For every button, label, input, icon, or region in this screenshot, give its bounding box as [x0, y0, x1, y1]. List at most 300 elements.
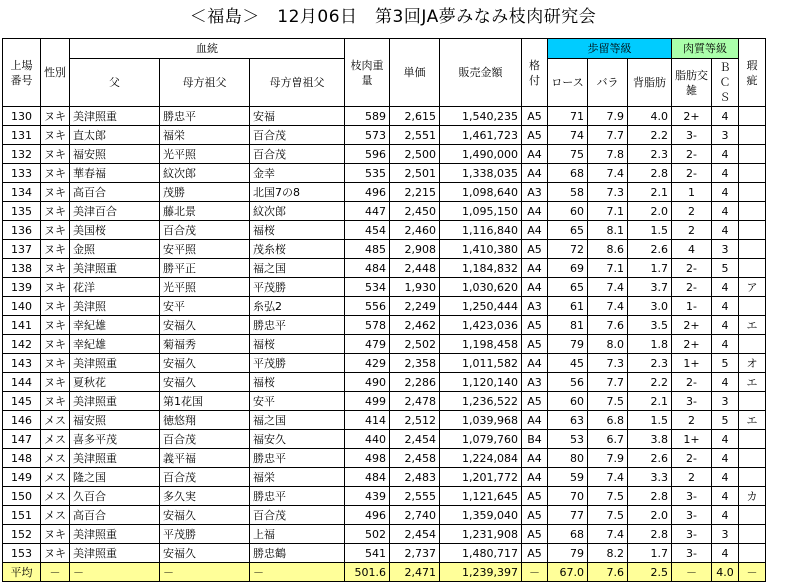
bcs-cell: 4: [712, 278, 739, 297]
mgf-cell: 安福久: [160, 544, 250, 563]
mggf-cell: 茂糸桜: [250, 240, 345, 259]
father-cell: 隆之国: [70, 468, 160, 487]
mggf-cell: 百合茂: [250, 145, 345, 164]
bms-cell: 2: [672, 411, 712, 430]
avg-sales: 1,239,397: [440, 563, 522, 582]
bara-cell: 7.8: [588, 145, 628, 164]
loin-cell: 59: [548, 468, 588, 487]
sex-cell: ヌキ: [41, 202, 70, 221]
sales-cell: 1,198,458: [440, 335, 522, 354]
header-bara: バラ: [588, 59, 628, 107]
grade-cell: A5: [522, 392, 548, 411]
defect-cell: [739, 221, 766, 240]
sex-cell: ヌキ: [41, 525, 70, 544]
header-weight: 枝肉重量: [345, 39, 390, 107]
father-cell: 華春福: [70, 164, 160, 183]
bara-cell: 6.8: [588, 411, 628, 430]
bcs-cell: 4: [712, 449, 739, 468]
table-row: [3, 392, 766, 411]
grade-cell: A4: [522, 411, 548, 430]
avg-bara: 7.6: [588, 563, 628, 582]
sales-cell: 1,116,840: [440, 221, 522, 240]
backfat-cell: 1.7: [628, 544, 672, 563]
grade-cell: A4: [522, 145, 548, 164]
mgf-cell: 安平: [160, 297, 250, 316]
father-cell: 美津照重: [70, 259, 160, 278]
defect-cell: ア: [739, 278, 766, 297]
avg-grade: －: [522, 563, 548, 582]
grade-cell: A4: [522, 259, 548, 278]
unit-price-cell: 2,908: [390, 240, 440, 259]
unit-price-cell: 2,501: [390, 164, 440, 183]
sex-cell: ヌキ: [41, 164, 70, 183]
grade-cell: A5: [522, 240, 548, 259]
bcs-cell: 3: [712, 392, 739, 411]
sales-cell: 1,540,235: [440, 107, 522, 126]
sex-cell: メス: [41, 468, 70, 487]
father-cell: 幸紀雄: [70, 316, 160, 335]
defect-cell: [739, 126, 766, 145]
defect-cell: [739, 145, 766, 164]
backfat-cell: 2.2: [628, 126, 672, 145]
mgf-cell: 百合茂: [160, 221, 250, 240]
weight-cell: 440: [345, 430, 390, 449]
sales-cell: 1,423,036: [440, 316, 522, 335]
mggf-cell: 福栄: [250, 468, 345, 487]
bcs-cell: 4: [712, 335, 739, 354]
mggf-cell: 平茂勝: [250, 278, 345, 297]
father-cell: 美津照重: [70, 107, 160, 126]
sales-cell: 1,359,040: [440, 506, 522, 525]
lot-cell: 146: [3, 411, 41, 430]
unit-price-cell: 2,454: [390, 525, 440, 544]
avg-weight: 501.6: [345, 563, 390, 582]
sales-cell: 1,201,772: [440, 468, 522, 487]
mgf-cell: 安福久: [160, 506, 250, 525]
father-cell: 美津照: [70, 297, 160, 316]
mgf-cell: 福栄: [160, 126, 250, 145]
weight-cell: 578: [345, 316, 390, 335]
weight-cell: 589: [345, 107, 390, 126]
sales-cell: 1,120,140: [440, 373, 522, 392]
loin-cell: 68: [548, 525, 588, 544]
bms-cell: 2-: [672, 373, 712, 392]
lot-cell: 133: [3, 164, 41, 183]
mggf-cell: 勝忠鶴: [250, 544, 345, 563]
unit-price-cell: 2,286: [390, 373, 440, 392]
mggf-cell: 北国7の8: [250, 183, 345, 202]
lot-cell: 149: [3, 468, 41, 487]
lot-cell: 147: [3, 430, 41, 449]
mggf-cell: 安福: [250, 107, 345, 126]
bara-cell: 7.6: [588, 316, 628, 335]
unit-price-cell: 2,358: [390, 354, 440, 373]
mgf-cell: 百合茂: [160, 430, 250, 449]
father-cell: 美津照重: [70, 525, 160, 544]
bms-cell: 2: [672, 221, 712, 240]
bara-cell: 8.0: [588, 335, 628, 354]
defect-cell: [739, 240, 766, 259]
table-row: [3, 221, 766, 240]
defect-cell: [739, 506, 766, 525]
father-cell: 福安照: [70, 411, 160, 430]
sex-cell: ヌキ: [41, 240, 70, 259]
weight-cell: 485: [345, 240, 390, 259]
table-row: [3, 145, 766, 164]
lot-cell: 136: [3, 221, 41, 240]
avg-mgf: －: [160, 563, 250, 582]
bms-cell: 2+: [672, 335, 712, 354]
grade-cell: A3: [522, 297, 548, 316]
backfat-cell: 3.3: [628, 468, 672, 487]
mggf-cell: 勝忠平: [250, 316, 345, 335]
mgf-cell: 藤北景: [160, 202, 250, 221]
sales-cell: 1,338,035: [440, 164, 522, 183]
sales-cell: 1,030,620: [440, 278, 522, 297]
backfat-cell: 2.0: [628, 202, 672, 221]
grade-cell: A3: [522, 183, 548, 202]
defect-cell: [739, 544, 766, 563]
bara-cell: 8.1: [588, 221, 628, 240]
loin-cell: 70: [548, 487, 588, 506]
table-row: [3, 107, 766, 126]
weight-cell: 439: [345, 487, 390, 506]
header-bms: 脂肪交雑: [672, 59, 712, 107]
header-mggf: 母方曽祖父: [250, 59, 345, 107]
bcs-cell: 4: [712, 202, 739, 221]
avg-price: 2,471: [390, 563, 440, 582]
backfat-cell: 2.3: [628, 145, 672, 164]
bms-cell: 1: [672, 183, 712, 202]
father-cell: 喜多平茂: [70, 430, 160, 449]
sales-cell: 1,098,640: [440, 183, 522, 202]
bcs-cell: 3: [712, 525, 739, 544]
table-row: [3, 430, 766, 449]
lot-cell: 137: [3, 240, 41, 259]
sales-cell: 1,079,760: [440, 430, 522, 449]
bms-cell: 1+: [672, 354, 712, 373]
bara-cell: 7.4: [588, 468, 628, 487]
defect-cell: エ: [739, 373, 766, 392]
weight-cell: 573: [345, 126, 390, 145]
weight-cell: 484: [345, 468, 390, 487]
loin-cell: 77: [548, 506, 588, 525]
unit-price-cell: 2,458: [390, 449, 440, 468]
loin-cell: 60: [548, 392, 588, 411]
loin-cell: 60: [548, 202, 588, 221]
bara-cell: 7.5: [588, 392, 628, 411]
lot-cell: 152: [3, 525, 41, 544]
father-cell: 夏秋花: [70, 373, 160, 392]
loin-cell: 79: [548, 335, 588, 354]
loin-cell: 65: [548, 278, 588, 297]
backfat-cell: 1.5: [628, 221, 672, 240]
mgf-cell: 紋次郎: [160, 164, 250, 183]
defect-cell: オ: [739, 354, 766, 373]
table-row: [3, 202, 766, 221]
header-father: 父: [70, 59, 160, 107]
bara-cell: 8.6: [588, 240, 628, 259]
unit-price-cell: 2,448: [390, 259, 440, 278]
bms-cell: 2-: [672, 259, 712, 278]
sales-cell: 1,121,645: [440, 487, 522, 506]
backfat-cell: 2.8: [628, 487, 672, 506]
header-pedigree: 血統: [70, 39, 345, 59]
sex-cell: ヌキ: [41, 354, 70, 373]
sex-cell: ヌキ: [41, 221, 70, 240]
father-cell: 花洋: [70, 278, 160, 297]
weight-cell: 499: [345, 392, 390, 411]
header-loin: ロース: [548, 59, 588, 107]
bcs-cell: 4: [712, 544, 739, 563]
bcs-cell: 5: [712, 354, 739, 373]
sales-cell: 1,224,084: [440, 449, 522, 468]
bms-cell: 2-: [672, 278, 712, 297]
bara-cell: 7.4: [588, 164, 628, 183]
father-cell: 美津照重: [70, 392, 160, 411]
unit-price-cell: 2,450: [390, 202, 440, 221]
grade-cell: A5: [522, 506, 548, 525]
loin-cell: 79: [548, 544, 588, 563]
weight-cell: 496: [345, 183, 390, 202]
mggf-cell: 百合茂: [250, 506, 345, 525]
grade-cell: A5: [522, 316, 548, 335]
table-row: [3, 183, 766, 202]
loin-cell: 56: [548, 373, 588, 392]
sales-cell: 1,039,968: [440, 411, 522, 430]
lot-cell: 140: [3, 297, 41, 316]
backfat-cell: 2.0: [628, 506, 672, 525]
bms-cell: 3-: [672, 487, 712, 506]
table-row: [3, 411, 766, 430]
table-row: [3, 373, 766, 392]
backfat-cell: 1.8: [628, 335, 672, 354]
bara-cell: 7.5: [588, 506, 628, 525]
avg-bcs: 4.0: [712, 563, 739, 582]
weight-cell: 454: [345, 221, 390, 240]
bms-cell: 2: [672, 202, 712, 221]
grade-cell: A4: [522, 202, 548, 221]
lot-cell: 153: [3, 544, 41, 563]
bms-cell: 3-: [672, 392, 712, 411]
table-row: [3, 316, 766, 335]
backfat-cell: 2.6: [628, 449, 672, 468]
sex-cell: ヌキ: [41, 126, 70, 145]
header-mgf: 母方祖父: [160, 59, 250, 107]
mgf-cell: 多久実: [160, 487, 250, 506]
header-quality-group: 肉質等級: [672, 39, 739, 59]
loin-cell: 81: [548, 316, 588, 335]
lot-cell: 144: [3, 373, 41, 392]
backfat-cell: 3.5: [628, 316, 672, 335]
father-cell: 福安照: [70, 145, 160, 164]
loin-cell: 74: [548, 126, 588, 145]
mgf-cell: 勝忠平: [160, 107, 250, 126]
header-grade: 格付: [522, 39, 548, 107]
mggf-cell: 上福: [250, 525, 345, 544]
table-row: [3, 544, 766, 563]
lot-cell: 148: [3, 449, 41, 468]
backfat-cell: 4.0: [628, 107, 672, 126]
lot-cell: 150: [3, 487, 41, 506]
grade-cell: A4: [522, 468, 548, 487]
table-row: [3, 487, 766, 506]
bms-cell: 3-: [672, 525, 712, 544]
sex-cell: ヌキ: [41, 183, 70, 202]
weight-cell: 541: [345, 544, 390, 563]
mggf-cell: 勝忠平: [250, 487, 345, 506]
bcs-cell: 4: [712, 297, 739, 316]
weight-cell: 490: [345, 373, 390, 392]
bcs-cell: 4: [712, 373, 739, 392]
lot-cell: 131: [3, 126, 41, 145]
grade-cell: A5: [522, 126, 548, 145]
mggf-cell: 金幸: [250, 164, 345, 183]
bms-cell: 2+: [672, 107, 712, 126]
mgf-cell: 平茂勝: [160, 525, 250, 544]
bara-cell: 7.4: [588, 525, 628, 544]
lot-cell: 135: [3, 202, 41, 221]
mggf-cell: 安平: [250, 392, 345, 411]
unit-price-cell: 2,512: [390, 411, 440, 430]
lot-cell: 145: [3, 392, 41, 411]
weight-cell: 429: [345, 354, 390, 373]
sex-cell: ヌキ: [41, 316, 70, 335]
defect-cell: [739, 164, 766, 183]
lot-cell: 139: [3, 278, 41, 297]
father-cell: 幸紀雄: [70, 335, 160, 354]
bara-cell: 7.7: [588, 373, 628, 392]
sex-cell: メス: [41, 506, 70, 525]
sales-cell: 1,184,832: [440, 259, 522, 278]
father-cell: 直太郎: [70, 126, 160, 145]
sex-cell: ヌキ: [41, 145, 70, 164]
bms-cell: 1+: [672, 430, 712, 449]
unit-price-cell: 2,615: [390, 107, 440, 126]
bms-cell: 2: [672, 468, 712, 487]
sex-cell: ヌキ: [41, 259, 70, 278]
loin-cell: 65: [548, 221, 588, 240]
mgf-cell: 安福久: [160, 354, 250, 373]
father-cell: 美津照重: [70, 544, 160, 563]
weight-cell: 447: [345, 202, 390, 221]
avg-bms: －: [672, 563, 712, 582]
bcs-cell: 4: [712, 164, 739, 183]
unit-price-cell: 2,483: [390, 468, 440, 487]
grade-cell: A5: [522, 544, 548, 563]
defect-cell: エ: [739, 411, 766, 430]
defect-cell: [739, 468, 766, 487]
backfat-cell: 3.0: [628, 297, 672, 316]
mgf-cell: 百合茂: [160, 468, 250, 487]
avg-label: 平均: [3, 563, 41, 582]
avg-father: －: [70, 563, 160, 582]
father-cell: 高百合: [70, 183, 160, 202]
weight-cell: 479: [345, 335, 390, 354]
grade-cell: A4: [522, 278, 548, 297]
bcs-cell: 3: [712, 240, 739, 259]
bara-cell: 7.1: [588, 202, 628, 221]
bms-cell: 1-: [672, 297, 712, 316]
defect-cell: [739, 392, 766, 411]
unit-price-cell: 1,930: [390, 278, 440, 297]
bara-cell: 7.7: [588, 126, 628, 145]
table-row: [3, 354, 766, 373]
table-row: [3, 449, 766, 468]
bara-cell: 7.5: [588, 487, 628, 506]
backfat-cell: 2.1: [628, 183, 672, 202]
header-sex: 性別: [41, 39, 70, 107]
mgf-cell: 安福久: [160, 316, 250, 335]
loin-cell: 58: [548, 183, 588, 202]
unit-price-cell: 2,454: [390, 430, 440, 449]
backfat-cell: 3.8: [628, 430, 672, 449]
bms-cell: 4: [672, 240, 712, 259]
bcs-cell: 4: [712, 316, 739, 335]
unit-price-cell: 2,555: [390, 487, 440, 506]
table-row: [3, 240, 766, 259]
defect-cell: [739, 525, 766, 544]
bcs-cell: 3: [712, 126, 739, 145]
father-cell: 美津照重: [70, 449, 160, 468]
page-title: ＜福島＞ 12月06日 第3回JA夢みなみ枝肉研究会: [189, 7, 597, 27]
grade-cell: B4: [522, 430, 548, 449]
unit-price-cell: 2,478: [390, 392, 440, 411]
sales-cell: 1,231,908: [440, 525, 522, 544]
grade-cell: A4: [522, 354, 548, 373]
unit-price-cell: 2,215: [390, 183, 440, 202]
mgf-cell: 第1花国: [160, 392, 250, 411]
loin-cell: 71: [548, 107, 588, 126]
avg-sex: －: [41, 563, 70, 582]
grade-cell: A5: [522, 107, 548, 126]
mgf-cell: 義平福: [160, 449, 250, 468]
lot-cell: 138: [3, 259, 41, 278]
lot-cell: 132: [3, 145, 41, 164]
sex-cell: ヌキ: [41, 392, 70, 411]
sex-cell: ヌキ: [41, 544, 70, 563]
backfat-cell: 2.6: [628, 240, 672, 259]
sex-cell: ヌキ: [41, 335, 70, 354]
father-cell: 美津照重: [70, 354, 160, 373]
avg-defect: －: [739, 563, 766, 582]
sex-cell: ヌキ: [41, 297, 70, 316]
mgf-cell: 徳悠翔: [160, 411, 250, 430]
mggf-cell: 福桜: [250, 335, 345, 354]
weight-cell: 502: [345, 525, 390, 544]
loin-cell: 69: [548, 259, 588, 278]
sex-cell: メス: [41, 449, 70, 468]
lot-cell: 134: [3, 183, 41, 202]
grade-cell: A4: [522, 449, 548, 468]
backfat-cell: 1.7: [628, 259, 672, 278]
table-row: [3, 164, 766, 183]
unit-price-cell: 2,462: [390, 316, 440, 335]
loin-cell: 72: [548, 240, 588, 259]
lot-cell: 143: [3, 354, 41, 373]
mgf-cell: 菊福秀: [160, 335, 250, 354]
defect-cell: [739, 335, 766, 354]
table-row: [3, 126, 766, 145]
table-row: [3, 506, 766, 525]
father-cell: 美国桜: [70, 221, 160, 240]
grade-cell: A5: [522, 487, 548, 506]
unit-price-cell: 2,500: [390, 145, 440, 164]
backfat-cell: 3.7: [628, 278, 672, 297]
average-row: [3, 563, 766, 582]
weight-cell: 498: [345, 449, 390, 468]
bcs-cell: 4: [712, 468, 739, 487]
